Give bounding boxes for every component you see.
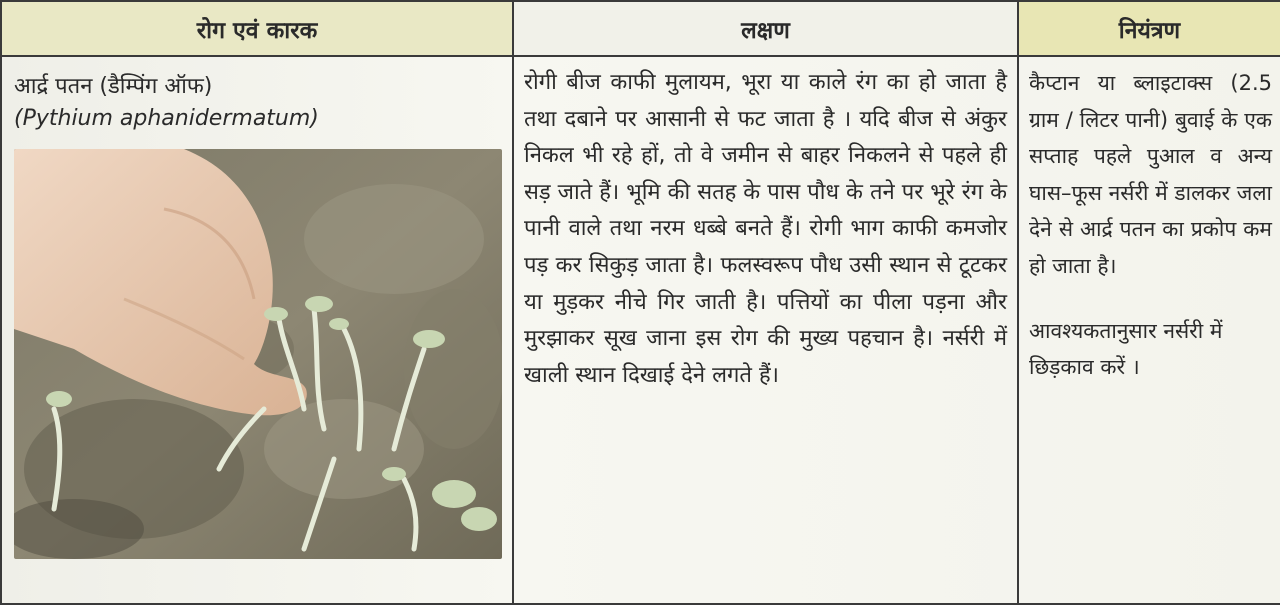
- control-cell: [1018, 56, 1280, 604]
- symptoms-text: रोगी बीज काफी मुलायम, भूरा या काले रंग का हो जाता है तथा दबाने पर आसानी से फट जाता है । यदि बीज से अंकुर निकल भी रहे हों, तो वे जमीन से बाहर निकलने से पहले ही सड़ जाते हैं। भूमि की सतह के पास पौध के तने पर भूरे रंग के पानी वाले तथा नरम धब्बे बनते हैं। रोगी भाग काफी कमजोर पड़ कर सिकुड़ जाता है। फलस्वरूप पौध उसी स्थान से टूटकर या मुड़कर नीचे गिर जाती है। पत्तियों का पीला पड़ना और मुरझाकर सूख जाना इस रोग की मुख्य पहचान है। नर्सरी में खाली स्थान दिखाई देने लगते हैं।: [524, 70, 1007, 388]
- disease-name: आर्द्र पतन (डैम्पिंग ऑफ): [14, 74, 213, 99]
- disease-cell: [1, 56, 513, 604]
- header-symptoms: लक्षण: [513, 1, 1018, 56]
- control-text-2: आवश्यकतानुसार नर्सरी में छिड़काव करें ।: [1029, 318, 1223, 380]
- control-text-1: कैप्टान या ब्लाइटाक्स (2.5 ग्राम / लिटर पानी) बुवाई के एक सप्ताह पहले पुआल व अन्य घास–फूस नर्सरी में डालकर जला देने से आर्द्र पतन का प्रकोप कम हो जाता है।: [1029, 71, 1272, 278]
- symptoms-cell: [513, 56, 1018, 604]
- scientific-name: (Pythium aphanidermatum): [14, 106, 319, 131]
- damping-off-photo: [14, 149, 502, 559]
- header-disease-cause: रोग एवं कारक: [1, 1, 513, 56]
- header-row: [1, 1, 1280, 56]
- header-control: नियंत्रण: [1018, 1, 1280, 56]
- table-row: [1, 56, 1280, 604]
